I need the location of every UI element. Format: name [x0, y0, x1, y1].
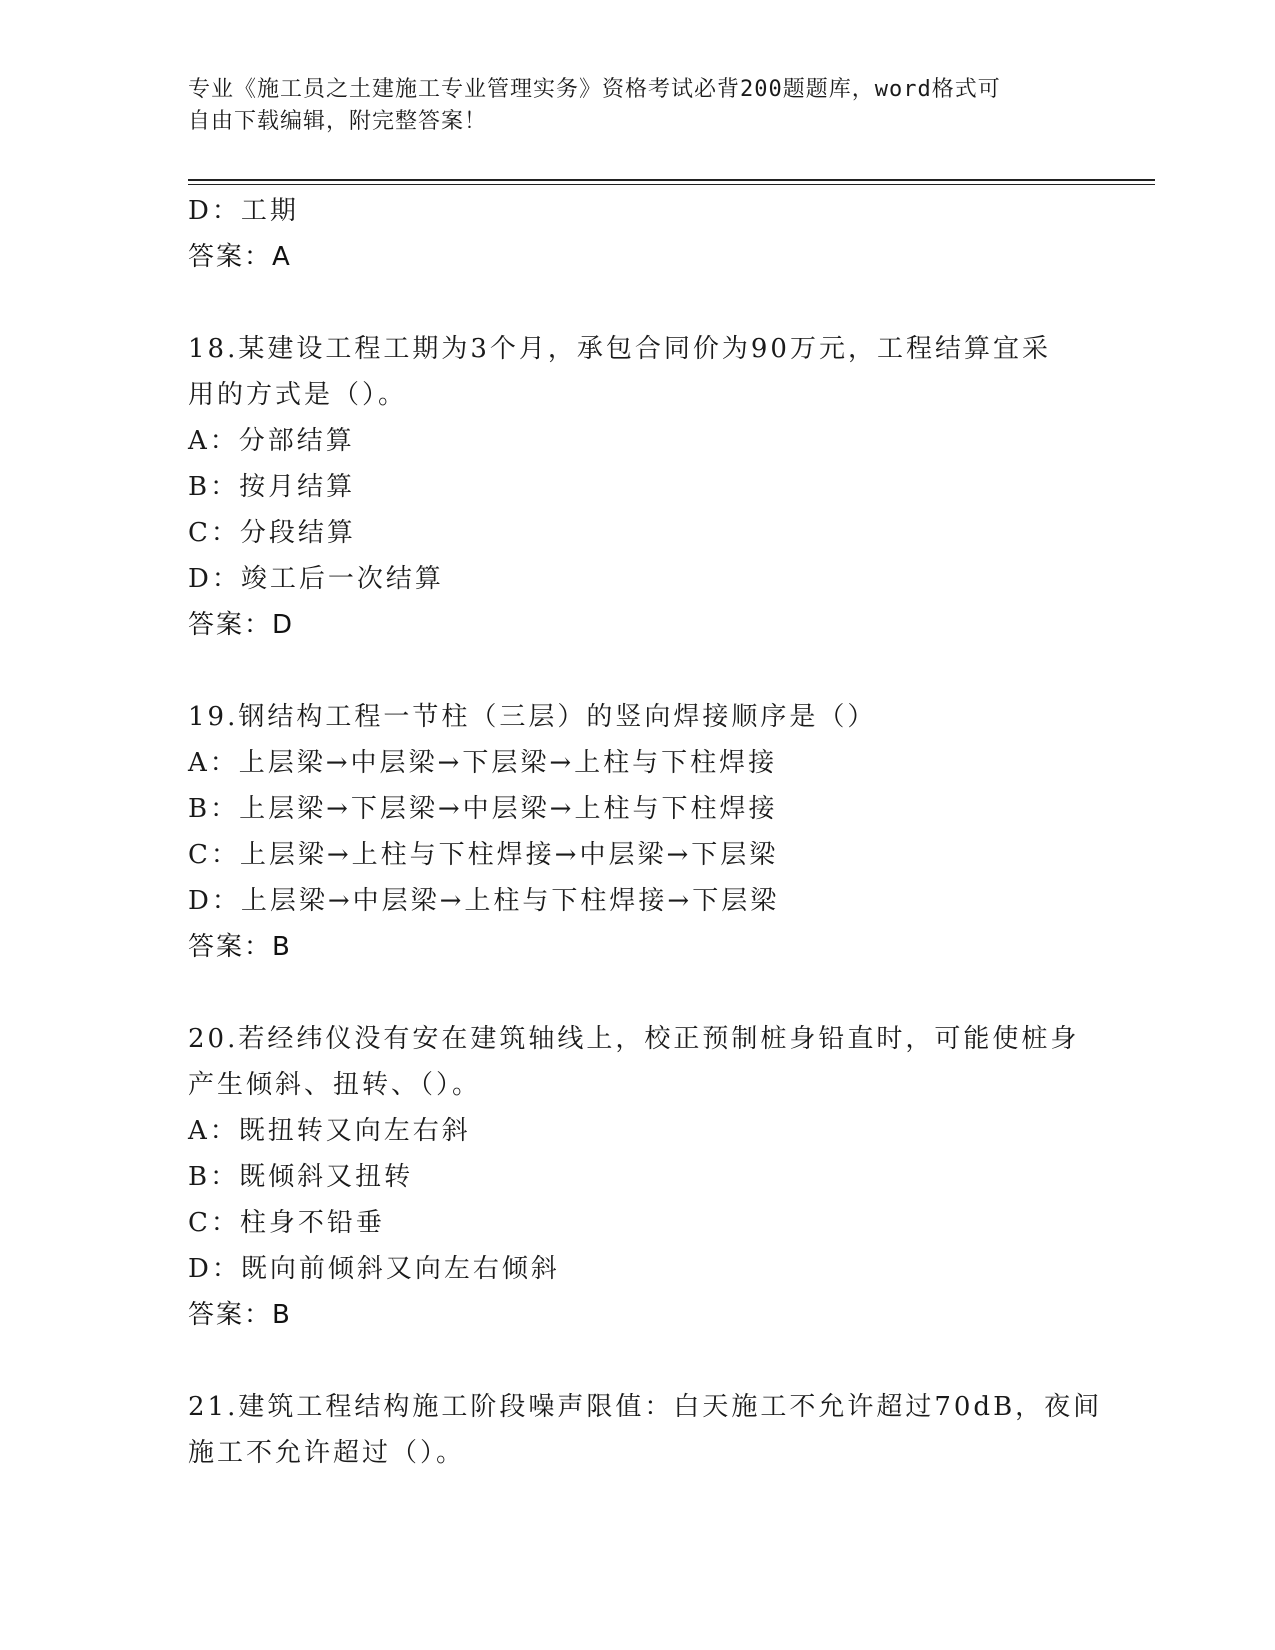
- q20-stem-line-1: 20.若经纬仪没有安在建筑轴线上，校正预制桩身铅直时，可能使桩身: [188, 1024, 1080, 1054]
- spacer: [188, 970, 1088, 1016]
- question-18: [188, 326, 1088, 648]
- spacer: [188, 1338, 1088, 1384]
- q20-answer: 答案：B: [188, 1300, 292, 1330]
- q19-answer: 答案：B: [188, 932, 292, 962]
- question-21: [188, 1384, 1103, 1476]
- q21-stem-line-1: 21.建筑工程结构施工阶段噪声限值：白天施工不允许超过70dB，夜间: [188, 1392, 1103, 1422]
- prev-option-d: D：工期: [188, 196, 299, 226]
- q18-option-b: B：按月结算: [188, 472, 356, 502]
- question-20: [188, 1016, 1088, 1338]
- q19-option-b: B：上层梁→下层梁→中层梁→上柱与下柱焊接: [188, 794, 778, 824]
- spacer: [188, 280, 1088, 326]
- header-line-2: 自由下载编辑，附完整答案！: [188, 109, 488, 134]
- q18-option-c: C：分段结算: [188, 518, 356, 548]
- question-19: [188, 694, 1088, 970]
- q18-answer: 答案：D: [188, 610, 295, 640]
- q20-option-c: C：柱身不铅垂: [188, 1208, 385, 1238]
- q19-option-c: C：上层梁→上柱与下柱焊接→中层梁→下层梁: [188, 840, 779, 870]
- header-divider-thick: [188, 179, 1155, 181]
- prev-answer: 答案：A: [188, 242, 292, 272]
- q19-option-a: A：上层梁→中层梁→下层梁→上柱与下柱焊接: [188, 748, 778, 778]
- q21-stem-line-2: 施工不允许超过（）。: [188, 1438, 466, 1468]
- q18-option-a: A：分部结算: [188, 426, 355, 456]
- header-line-1: 专业《施工员之土建施工专业管理实务》资格考试必背200题题库，word格式可: [188, 77, 1001, 102]
- q20-option-d: D：既向前倾斜又向左右倾斜: [188, 1254, 560, 1284]
- spacer: [188, 648, 1088, 694]
- q20-stem-line-2: 产生倾斜、扭转、（）。: [188, 1070, 482, 1100]
- q20-option-a: A：既扭转又向左右斜: [188, 1116, 471, 1146]
- q20-option-b: B：既倾斜又扭转: [188, 1162, 414, 1192]
- document-header: [188, 74, 1088, 138]
- q18-stem-line-1: 18.某建设工程工期为3个月，承包合同价为90万元，工程结算宜采: [188, 334, 1051, 364]
- q18-stem-line-2: 用的方式是（）。: [188, 380, 408, 410]
- header-divider-thin: [188, 184, 1155, 185]
- q19-option-d: D：上层梁→中层梁→上柱与下柱焊接→下层梁: [188, 886, 780, 916]
- q18-option-d: D：竣工后一次结算: [188, 564, 444, 594]
- question-list: [188, 188, 1103, 1476]
- q19-stem-line-1: 19.钢结构工程一节柱（三层）的竖向焊接顺序是（）: [188, 702, 877, 732]
